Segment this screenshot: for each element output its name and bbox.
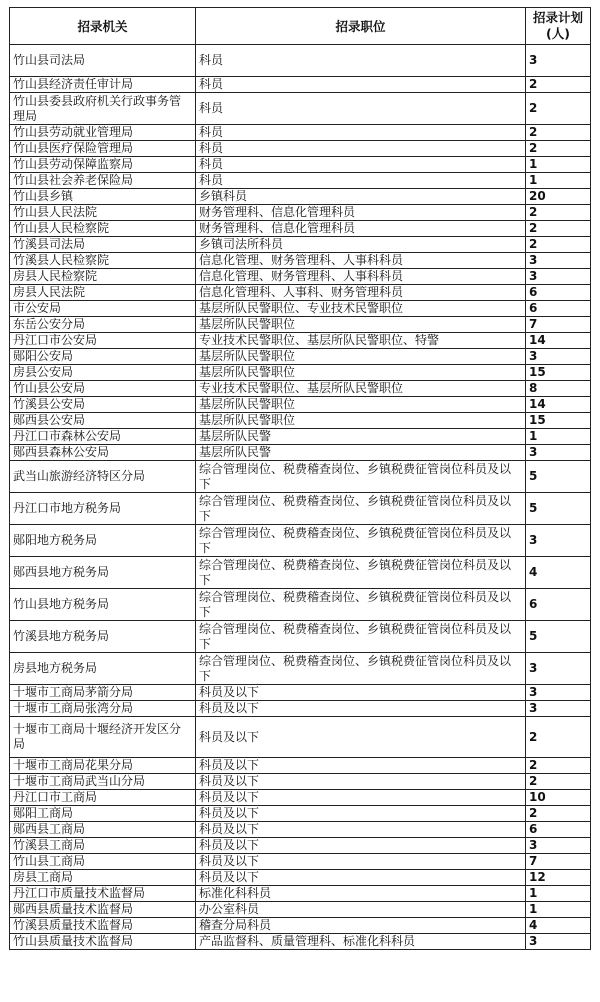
- count-cell: 6: [526, 301, 591, 317]
- count-cell: 14: [526, 333, 591, 349]
- table-row: [10, 589, 591, 621]
- table-row: [10, 317, 591, 333]
- org-cell: 十堰市工商局武当山分局: [10, 774, 196, 790]
- table-row: [10, 854, 591, 870]
- org-cell: 郧阳工商局: [10, 806, 196, 822]
- count-cell: 3: [526, 653, 591, 685]
- position-cell: 科员及以下: [196, 790, 526, 806]
- org-cell: 竹山县经济责任审计局: [10, 77, 196, 93]
- position-cell: 科员: [196, 125, 526, 141]
- count-cell: 6: [526, 589, 591, 621]
- org-cell: 十堰市工商局茅箭分局: [10, 685, 196, 701]
- position-cell: 乡镇司法所科员: [196, 237, 526, 253]
- count-cell: 2: [526, 141, 591, 157]
- table-row: [10, 717, 591, 758]
- org-cell: 郧西县质量技术监督局: [10, 902, 196, 918]
- table-row: [10, 157, 591, 173]
- org-cell: 武当山旅游经济特区分局: [10, 461, 196, 493]
- org-cell: 竹山县社会养老保险局: [10, 173, 196, 189]
- table-row: [10, 934, 591, 950]
- count-cell: 2: [526, 77, 591, 93]
- position-cell: 科员及以下: [196, 854, 526, 870]
- table-row: [10, 189, 591, 205]
- position-cell: 科员及以下: [196, 701, 526, 717]
- position-cell: 办公室科员: [196, 902, 526, 918]
- count-cell: 4: [526, 918, 591, 934]
- count-cell: 2: [526, 205, 591, 221]
- position-cell: 基层所队民警职位: [196, 365, 526, 381]
- count-cell: 3: [526, 349, 591, 365]
- count-cell: 5: [526, 621, 591, 653]
- org-cell: 竹溪县司法局: [10, 237, 196, 253]
- table-row: [10, 381, 591, 397]
- count-cell: 2: [526, 237, 591, 253]
- org-cell: 十堰市工商局十堰经济开发区分局: [10, 717, 196, 758]
- count-cell: 8: [526, 381, 591, 397]
- table-row: [10, 221, 591, 237]
- table-row: [10, 301, 591, 317]
- position-cell: 基层所队民警职位: [196, 413, 526, 429]
- org-cell: 竹山县工商局: [10, 854, 196, 870]
- count-cell: 3: [526, 685, 591, 701]
- org-cell: 房县公安局: [10, 365, 196, 381]
- position-cell: 综合管理岗位、税费稽查岗位、乡镇税费征管岗位科员及以下: [196, 461, 526, 493]
- position-cell: 科员及以下: [196, 717, 526, 758]
- count-cell: 3: [526, 525, 591, 557]
- org-cell: 十堰市工商局花果分局: [10, 758, 196, 774]
- count-cell: 2: [526, 806, 591, 822]
- table-row: [10, 141, 591, 157]
- org-cell: 郧西县公安局: [10, 413, 196, 429]
- position-cell: 专业技术民警职位、基层所队民警职位: [196, 381, 526, 397]
- position-cell: 科员及以下: [196, 774, 526, 790]
- count-cell: 1: [526, 429, 591, 445]
- position-cell: 科员: [196, 157, 526, 173]
- position-cell: 科员及以下: [196, 758, 526, 774]
- table-row: [10, 870, 591, 886]
- position-cell: 科员: [196, 45, 526, 77]
- position-cell: 科员及以下: [196, 822, 526, 838]
- position-cell: 科员及以下: [196, 806, 526, 822]
- org-cell: 郧西县工商局: [10, 822, 196, 838]
- table-row: [10, 758, 591, 774]
- position-cell: 信息化管理、财务管理科、人事科科员: [196, 269, 526, 285]
- position-cell: 信息化管理科、人事科、财务管理科员: [196, 285, 526, 301]
- org-cell: 竹山县人民检察院: [10, 221, 196, 237]
- org-cell: 竹山县地方税务局: [10, 589, 196, 621]
- org-cell: 竹溪县质量技术监督局: [10, 918, 196, 934]
- count-cell: 3: [526, 445, 591, 461]
- org-cell: 竹溪县工商局: [10, 838, 196, 854]
- position-cell: 综合管理岗位、税费稽查岗位、乡镇税费征管岗位科员及以下: [196, 525, 526, 557]
- org-cell: 郧西县地方税务局: [10, 557, 196, 589]
- count-cell: 1: [526, 157, 591, 173]
- count-cell: 6: [526, 285, 591, 301]
- org-cell: 竹山县劳动就业管理局: [10, 125, 196, 141]
- org-cell: 房县人民法院: [10, 285, 196, 301]
- count-cell: 12: [526, 870, 591, 886]
- count-cell: 5: [526, 493, 591, 525]
- table-row: [10, 333, 591, 349]
- count-cell: 2: [526, 125, 591, 141]
- org-cell: 丹江口市公安局: [10, 333, 196, 349]
- position-cell: 基层所队民警: [196, 429, 526, 445]
- table-row: [10, 701, 591, 717]
- count-cell: 6: [526, 822, 591, 838]
- table-row: [10, 365, 591, 381]
- table-row: [10, 790, 591, 806]
- recruitment-table: [9, 7, 591, 950]
- table-row: [10, 45, 591, 77]
- org-cell: 丹江口市森林公安局: [10, 429, 196, 445]
- table-header: [10, 8, 591, 45]
- table-row: [10, 269, 591, 285]
- header-org: 招录机关: [10, 8, 196, 45]
- count-cell: 15: [526, 365, 591, 381]
- table-row: [10, 685, 591, 701]
- org-cell: 丹江口市工商局: [10, 790, 196, 806]
- count-cell: 7: [526, 854, 591, 870]
- position-cell: 乡镇科员: [196, 189, 526, 205]
- org-cell: 竹溪县地方税务局: [10, 621, 196, 653]
- position-cell: 产品监督科、质量管理科、标准化科科员: [196, 934, 526, 950]
- count-cell: 14: [526, 397, 591, 413]
- count-cell: 3: [526, 701, 591, 717]
- count-cell: 3: [526, 838, 591, 854]
- position-cell: 科员及以下: [196, 870, 526, 886]
- table-row: [10, 77, 591, 93]
- table-row: [10, 413, 591, 429]
- count-cell: 3: [526, 934, 591, 950]
- table-row: [10, 429, 591, 445]
- count-cell: 10: [526, 790, 591, 806]
- table-row: [10, 253, 591, 269]
- position-cell: 基层所队民警职位: [196, 349, 526, 365]
- position-cell: 科员: [196, 141, 526, 157]
- position-cell: 综合管理岗位、税费稽查岗位、乡镇税费征管岗位科员及以下: [196, 557, 526, 589]
- table-row: [10, 525, 591, 557]
- org-cell: 房县工商局: [10, 870, 196, 886]
- org-cell: 竹山县乡镇: [10, 189, 196, 205]
- count-cell: 3: [526, 269, 591, 285]
- count-cell: 1: [526, 173, 591, 189]
- position-cell: 科员及以下: [196, 685, 526, 701]
- table-row: [10, 349, 591, 365]
- position-cell: 基层所队民警职位: [196, 317, 526, 333]
- table-row: [10, 397, 591, 413]
- table-row: [10, 621, 591, 653]
- table-row: [10, 918, 591, 934]
- position-cell: 信息化管理、财务管理科、人事科科员: [196, 253, 526, 269]
- position-cell: 基层所队民警职位: [196, 397, 526, 413]
- position-cell: 综合管理岗位、税费稽查岗位、乡镇税费征管岗位科员及以下: [196, 493, 526, 525]
- table-row: [10, 806, 591, 822]
- count-cell: 1: [526, 902, 591, 918]
- table-row: [10, 173, 591, 189]
- table-row: [10, 237, 591, 253]
- org-cell: 竹山县司法局: [10, 45, 196, 77]
- count-cell: 2: [526, 221, 591, 237]
- count-cell: 20: [526, 189, 591, 205]
- position-cell: 科员: [196, 93, 526, 125]
- org-cell: 竹山县公安局: [10, 381, 196, 397]
- table-row: [10, 445, 591, 461]
- org-cell: 竹溪县人民检察院: [10, 253, 196, 269]
- org-cell: 房县地方税务局: [10, 653, 196, 685]
- count-cell: 5: [526, 461, 591, 493]
- org-cell: 郧阳地方税务局: [10, 525, 196, 557]
- table-row: [10, 125, 591, 141]
- table-row: [10, 902, 591, 918]
- position-cell: 综合管理岗位、税费稽查岗位、乡镇税费征管岗位科员及以下: [196, 589, 526, 621]
- count-cell: 4: [526, 557, 591, 589]
- org-cell: 竹溪县公安局: [10, 397, 196, 413]
- org-cell: 丹江口市质量技术监督局: [10, 886, 196, 902]
- table-row: [10, 93, 591, 125]
- count-cell: 7: [526, 317, 591, 333]
- table-row: [10, 285, 591, 301]
- position-cell: 科员: [196, 77, 526, 93]
- org-cell: 东岳公安分局: [10, 317, 196, 333]
- count-cell: 1: [526, 886, 591, 902]
- table-row: [10, 461, 591, 493]
- org-cell: 市公安局: [10, 301, 196, 317]
- position-cell: 科员: [196, 173, 526, 189]
- table-row: [10, 838, 591, 854]
- table-row: [10, 205, 591, 221]
- count-cell: 2: [526, 758, 591, 774]
- org-cell: 郧阳公安局: [10, 349, 196, 365]
- org-cell: 竹山县医疗保险管理局: [10, 141, 196, 157]
- position-cell: 财务管理科、信息化管理科员: [196, 205, 526, 221]
- table-row: [10, 493, 591, 525]
- position-cell: 稽查分局科员: [196, 918, 526, 934]
- table-row: [10, 557, 591, 589]
- header-position: 招录职位: [196, 8, 526, 45]
- position-cell: 财务管理科、信息化管理科员: [196, 221, 526, 237]
- count-cell: 3: [526, 45, 591, 77]
- position-cell: 基层所队民警职位、专业技术民警职位: [196, 301, 526, 317]
- org-cell: 郧西县森林公安局: [10, 445, 196, 461]
- org-cell: 丹江口市地方税务局: [10, 493, 196, 525]
- header-count: 招录计划(人): [526, 8, 591, 45]
- recruitment-table-container: [9, 7, 590, 950]
- header-row: [10, 8, 591, 45]
- position-cell: 基层所队民警: [196, 445, 526, 461]
- position-cell: 专业技术民警职位、基层所队民警职位、特警: [196, 333, 526, 349]
- table-row: [10, 653, 591, 685]
- org-cell: 竹山县人民法院: [10, 205, 196, 221]
- count-cell: 15: [526, 413, 591, 429]
- position-cell: 标准化科科员: [196, 886, 526, 902]
- table-row: [10, 886, 591, 902]
- position-cell: 综合管理岗位、税费稽查岗位、乡镇税费征管岗位科员及以下: [196, 653, 526, 685]
- table-row: [10, 774, 591, 790]
- count-cell: 3: [526, 253, 591, 269]
- count-cell: 2: [526, 774, 591, 790]
- count-cell: 2: [526, 93, 591, 125]
- org-cell: 房县人民检察院: [10, 269, 196, 285]
- org-cell: 竹山县质量技术监督局: [10, 934, 196, 950]
- org-cell: 十堰市工商局张湾分局: [10, 701, 196, 717]
- table-body: [10, 45, 591, 950]
- position-cell: 科员及以下: [196, 838, 526, 854]
- count-cell: 2: [526, 717, 591, 758]
- org-cell: 竹山县劳动保障监察局: [10, 157, 196, 173]
- org-cell: 竹山县委县政府机关行政事务管理局: [10, 93, 196, 125]
- position-cell: 综合管理岗位、税费稽查岗位、乡镇税费征管岗位科员及以下: [196, 621, 526, 653]
- table-row: [10, 822, 591, 838]
